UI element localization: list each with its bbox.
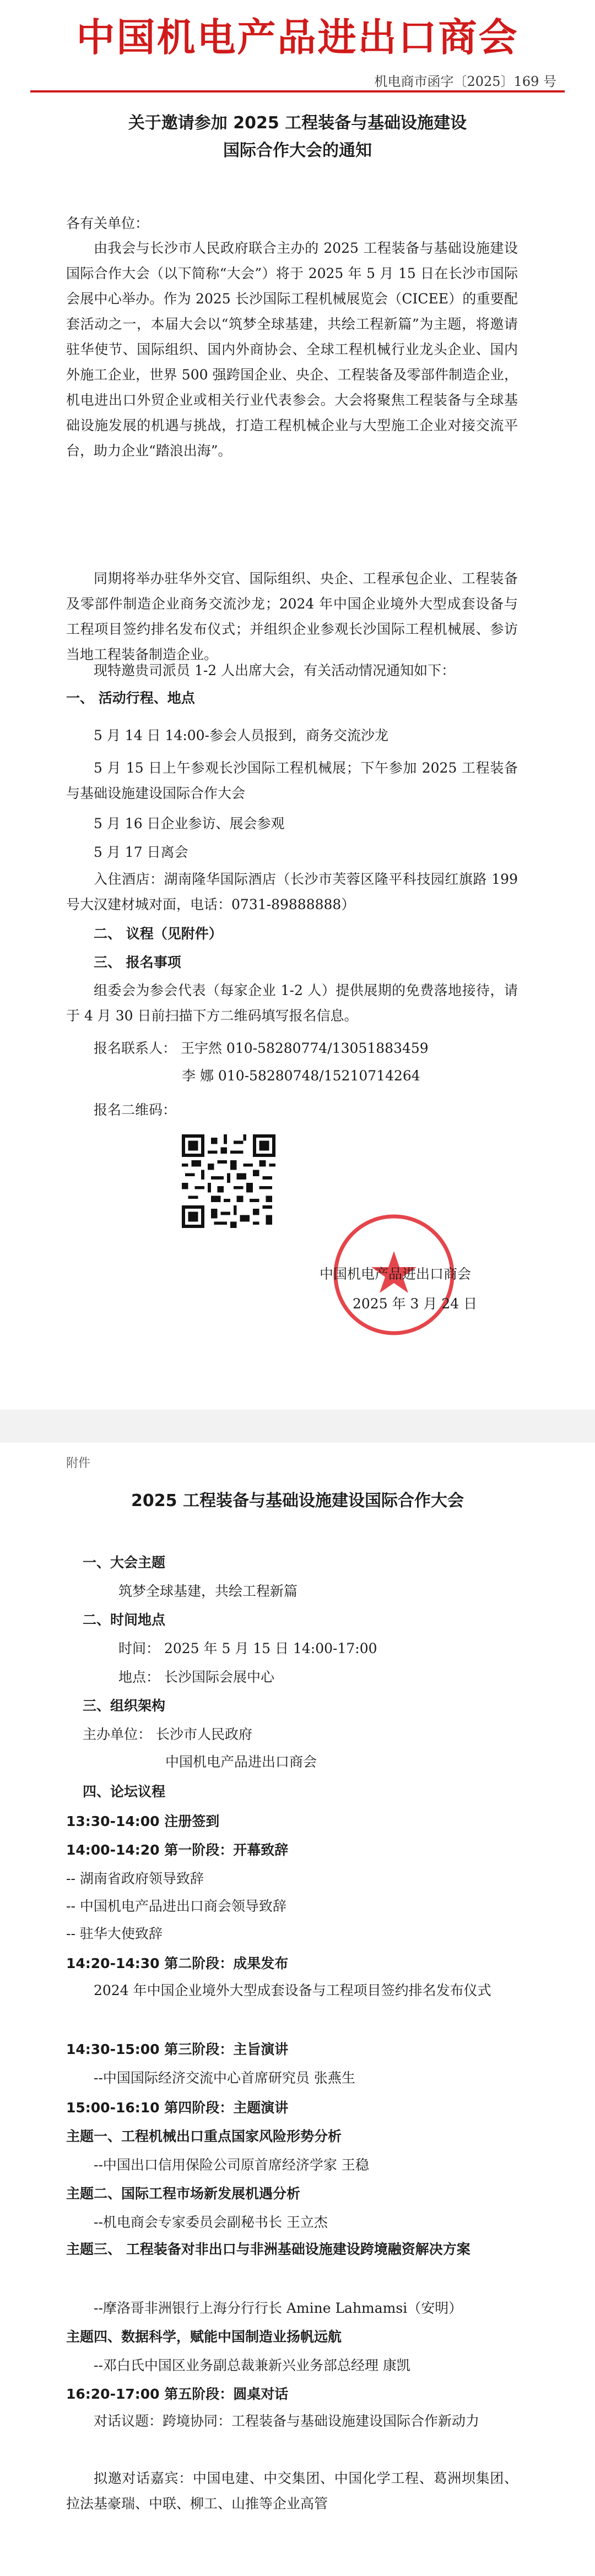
section-itinerary-heading: 一、 活动行程、地点 bbox=[66, 690, 195, 706]
agenda-heading-theme: 一、大会主题 bbox=[83, 1555, 166, 1570]
invitation-line: 现特邀贵司派员 1-2 人出席大会，有关活动情况通知如下： bbox=[94, 662, 456, 678]
attachment-title: 2025 工程装备与基础设施建设国际合作大会 bbox=[131, 1491, 464, 1510]
agenda-speaker: --摩洛哥非洲银行上海分行行长 Amine Lahmamsi（安明） bbox=[94, 2300, 463, 2316]
host-line-2: 中国机电产品进出口商会 bbox=[165, 1754, 317, 1770]
dialogue-guests: 拟邀对话嘉宾：中国电建、中交集团、中国化学工程、葛洲坝集团、拉法基豪瑞、中联、柳工、山推等企业高管 bbox=[66, 2470, 518, 2512]
page-separator bbox=[0, 1410, 595, 1443]
agenda-slot: 14:30-15:00 第三阶段：主旨演讲 bbox=[66, 2041, 289, 2057]
place-text: 地点： 长沙国际会展中心 bbox=[118, 1669, 274, 1685]
agenda-slot: 15:00-16:10 第四阶段：主题演讲 bbox=[66, 2100, 289, 2116]
document-number: 机电商市函字〔2025〕169 号 bbox=[374, 74, 556, 89]
agenda-slot: 13:30-14:00 注册签到 bbox=[66, 1813, 220, 1829]
section-agenda-heading: 二、 议程（见附件） bbox=[94, 926, 223, 942]
notice-title-line1: 关于邀请参加 2025 工程装备与基础设施建设 bbox=[128, 113, 467, 133]
agenda-item: 2024 年中国企业境外大型成套设备与工程项目签约排名发布仪式 bbox=[94, 1982, 491, 1998]
agenda-speaker: --中国国际经济交流中心首席研究员 张燕生 bbox=[94, 2070, 355, 2086]
itinerary-item: 5 月 14 日 14:00-参会人员报到，商务交流沙龙 bbox=[94, 727, 388, 743]
agenda-heading-time-place: 二、时间地点 bbox=[83, 1612, 166, 1628]
agenda-heading-program: 四、论坛议程 bbox=[83, 1784, 166, 1800]
agenda-heading-organization: 三、组织架构 bbox=[83, 1698, 166, 1714]
hotel-info: 入住酒店：湖南隆华国际酒店（长沙市芙蓉区隆平科技园红旗路 199 号大汉建材城对面，电话：0731-89888888） bbox=[66, 871, 518, 912]
notice-title-line2: 国际合作大会的通知 bbox=[223, 141, 372, 160]
topic-title: 主题三、 工程装备对非出口与非洲基础设施建设跨境融资解决方案 bbox=[66, 2241, 470, 2257]
itinerary-item: 5 月 16 日企业参访、展会参观 bbox=[94, 816, 285, 832]
contact-line-2: 李 娜 010-58280748/15210714264 bbox=[182, 1068, 420, 1084]
host-line-1: 主办单位： 长沙市人民政府 bbox=[83, 1726, 252, 1742]
concurrent-events-paragraph: 同期将举办驻华外交官、国际组织、央企、工程承包企业、工程装备及零部件制造企业商务交流沙龙；2024 年中国企业境外大型成套设备与工程项目签约排名发布仪式；并组织企业参观长沙国际工程机械展、参访当地工程装备制造企业。 bbox=[66, 570, 518, 662]
agenda-item: -- 中国机电产品进出口商会领导致辞 bbox=[66, 1898, 286, 1914]
topic-title: 主题二、国际工程市场新发展机遇分析 bbox=[66, 2186, 301, 2202]
intro-paragraph: 由我会与长沙市人民政府联合主办的 2025 工程装备与基础设施建设国际合作大会（以下简称“大会”）将于 2025 年 5 月 15 日在长沙市国际会展中心举办。作为 2025 长沙国际工程机械展览会（CICEE）的重要配套活动之一，本届大会以“筑梦全球基建，共绘工程新篇”为主题，将邀请驻华使节、国际组织、国内外商协会、全球工程机械行业龙头企业、国内外施工企业，世界 500 强跨国企业、央企、工程装备及零部件制造企业，机电进出口外贸企业或相关行业代表参会。大会将聚焦工程装备与全球基础设施发展的机遇与挑战，打造工程机械企业与大型施工企业对接交流平台，助力企业“踏浪出海”。 bbox=[66, 240, 518, 459]
registration-paragraph: 组委会为参会代表（每家企业 1-2 人）提供展期的免费落地接待，请于 4 月 30 日前扫描下方二维码填写报名信息。 bbox=[66, 982, 518, 1024]
qr-code-label: 报名二维码： bbox=[94, 1102, 177, 1118]
letterhead-divider bbox=[30, 90, 565, 93]
theme-text: 筑梦全球基建，共绘工程新篇 bbox=[118, 1583, 298, 1599]
itinerary-item: 5 月 15 日上午参观长沙国际工程机械展；下午参加 2025 工程装备与基础设施建设国际合作大会 bbox=[66, 760, 518, 801]
contact-line-1: 报名联系人： 王宇然 010-58280774/13051883459 bbox=[94, 1040, 429, 1056]
letterhead-title: 中国机电产品进出口商会 bbox=[76, 15, 519, 60]
attachment-page bbox=[0, 1443, 595, 2576]
salutation: 各有关单位： bbox=[66, 215, 149, 231]
section-registration-heading: 三、 报名事项 bbox=[94, 954, 181, 970]
qr-code-icon[interactable] bbox=[182, 1134, 275, 1228]
itinerary-item: 5 月 17 日离会 bbox=[94, 844, 188, 860]
agenda-slot: 16:20-17:00 第五阶段：圆桌对话 bbox=[66, 2386, 289, 2402]
attachment-label: 附件 bbox=[66, 1457, 91, 1470]
agenda-item: -- 湖南省政府领导致辞 bbox=[66, 1871, 204, 1887]
topic-title: 主题四、数据科学，赋能中国制造业扬帆远航 bbox=[66, 2329, 342, 2345]
agenda-speaker: --机电商会专家委员会副秘书长 王立杰 bbox=[94, 2214, 328, 2230]
signature-org: 中国机电产品进出口商会 bbox=[320, 1266, 472, 1282]
agenda-item: -- 驻华大使致辞 bbox=[66, 1926, 163, 1942]
agenda-slot: 14:20-14:30 第二阶段：成果发布 bbox=[66, 1955, 289, 1971]
agenda-speaker: --中国出口信用保险公司原首席经济学家 王稳 bbox=[94, 2157, 369, 2173]
agenda-slot: 14:00-14:20 第一阶段：开幕致辞 bbox=[66, 1842, 289, 1858]
topic-title: 主题一、工程机械出口重点国家风险形势分析 bbox=[66, 2128, 342, 2144]
dialogue-topic: 对话议题：跨境协同：工程装备与基础设施建设国际合作新动力 bbox=[94, 2413, 480, 2429]
signature-date: 2025 年 3 月 24 日 bbox=[353, 1296, 478, 1312]
agenda-speaker: --邓白氏中国区业务副总裁兼新兴业务部总经理 康凯 bbox=[94, 2357, 410, 2373]
time-text: 时间： 2025 年 5 月 15 日 14:00-17:00 bbox=[118, 1640, 377, 1656]
